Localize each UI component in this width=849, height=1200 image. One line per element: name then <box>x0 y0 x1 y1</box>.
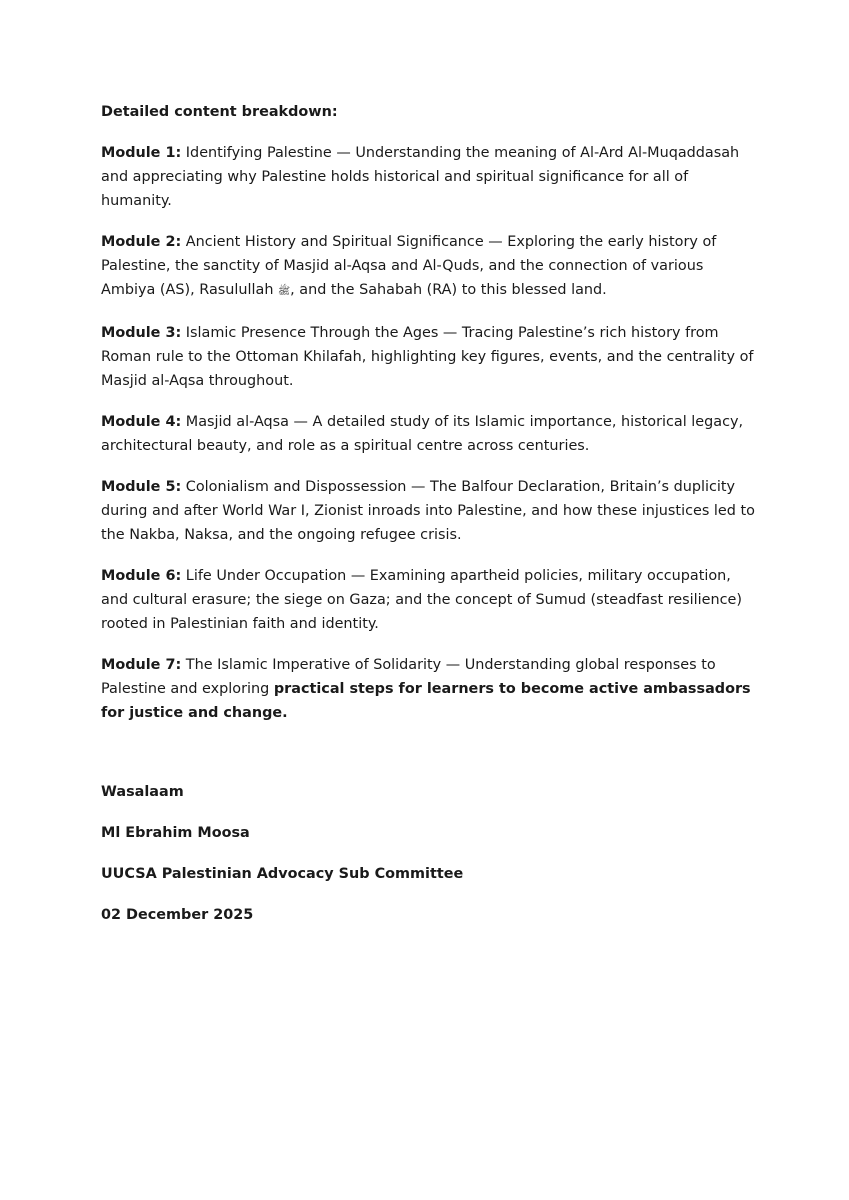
author-name: Ml Ebrahim Moosa <box>101 825 250 841</box>
module-label: Module 3: <box>101 325 182 341</box>
module-description: Colonialism and Dispossession — The Balfour Declaration, Britain’s duplicity during and after World War I, Zionist inroads into Palestine, and how these injustices led to the Nakba, Naksa, and the ongoing refugee crisis. <box>101 479 755 543</box>
module-description: Islamic Presence Through the Ages — Tracing Palestine’s rich history from Roman rule to the Ottoman Khilafah, highlighting key figures, events, and the centrality of Masjid al-Aqsa throughout. <box>101 325 754 389</box>
module-label: Module 5: <box>101 479 182 495</box>
module-3 <box>101 321 756 393</box>
module-description: Masjid al-Aqsa — A detailed study of its Islamic importance, historical legacy, architectural beauty, and role as a spiritual centre across centuries. <box>101 414 744 454</box>
module-4 <box>101 410 756 458</box>
organisation: UUCSA Palestinian Advocacy Sub Committee <box>101 866 464 882</box>
module-description-end: , and the Sahabah (RA) to this blessed land. <box>290 282 607 298</box>
module-label: Module 1: <box>101 145 182 161</box>
module-label: Module 2: <box>101 234 182 250</box>
signoff-block <box>101 780 756 927</box>
section-heading: Detailed content breakdown: <box>101 104 338 120</box>
document-page <box>101 100 756 944</box>
module-label: Module 7: <box>101 657 182 673</box>
module-2 <box>101 230 756 304</box>
module-label: Module 6: <box>101 568 182 584</box>
module-description: Life Under Occupation — Examining apartheid policies, military occupation, and cultural erasure; the siege on Gaza; and the concept of Sumud (steadfast resilience) rooted in Palestinian faith and identity. <box>101 568 743 632</box>
module-7 <box>101 653 756 725</box>
module-1 <box>101 141 756 213</box>
module-emphasis: practical steps for learners to become active ambassadors for justice and change. <box>101 681 751 721</box>
module-description: Identifying Palestine — Understanding the meaning of Al-Ard Al-Muqaddasah and appreciating why Palestine holds historical and spiritual significance for all of humanity. <box>101 145 740 209</box>
salutation-glyph: ﷺ <box>278 286 291 297</box>
module-5 <box>101 475 756 547</box>
closing: Wasalaam <box>101 784 184 800</box>
module-description: The Islamic Imperative of Solidarity — Understanding global responses to Palestine and exploring <box>101 657 716 697</box>
module-6 <box>101 564 756 636</box>
date: 02 December 2025 <box>101 907 254 923</box>
module-description: Ancient History and Spiritual Significance — Exploring the early history of Palestine, the sanctity of Masjid al-Aqsa and Al-Quds, and the connection of various Ambiya (AS), Rasulullah <box>101 234 717 298</box>
module-label: Module 4: <box>101 414 182 430</box>
